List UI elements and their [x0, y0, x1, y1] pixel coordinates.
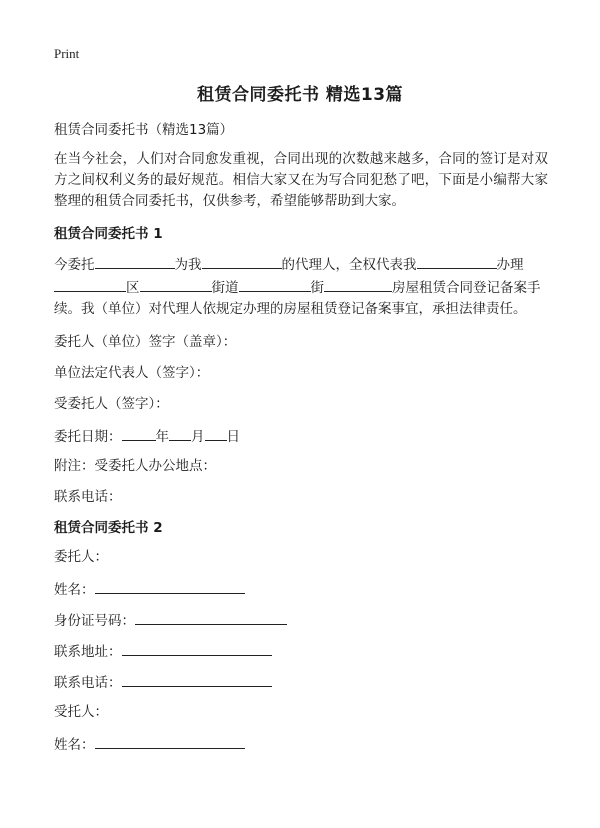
- fill-blank: [417, 253, 497, 269]
- print-link[interactable]: Print: [54, 46, 80, 61]
- fill-blank: [54, 276, 126, 292]
- section-1-heading: 租赁合同委托书 1: [54, 226, 163, 242]
- body-text: 街道: [211, 280, 239, 296]
- address-label: 联系地址：: [54, 644, 122, 660]
- name-blank: [95, 578, 245, 594]
- office-note-line: 附注：受委托人办公地点：: [54, 458, 216, 474]
- address-blank: [122, 640, 272, 656]
- agent-sign-line: 受委托人（签字）：: [54, 396, 169, 412]
- body-text: 房屋租赁合同登记备案手续。我（单位）对代理人依规定办理的房屋租赁登记备案事宜，承担法律责任。: [54, 280, 541, 317]
- principal-line: 委托人：: [54, 549, 108, 565]
- month-label: 月: [191, 429, 205, 445]
- agent-name-label: 姓名：: [54, 737, 95, 753]
- body-text: 为我: [174, 257, 202, 273]
- fill-blank: [95, 253, 175, 269]
- id-number-line: [54, 609, 548, 630]
- address-line: [54, 640, 548, 661]
- id-number-blank: [135, 609, 287, 625]
- legal-rep-line: 单位法定代表人（签字）：: [54, 365, 210, 381]
- intro-paragraph: 在当今社会，人们对合同愈发重视，合同出现的次数越来越多，合同的签订是对双方之间权利义务的最好规范。相信大家又在为写合同犯愁了吧，下面是小编帮大家整理的租赁合同委托书，仅供参考，希望能够帮助到大家。: [54, 151, 548, 209]
- contact-phone-blank: [122, 671, 272, 687]
- principal-sign-line: 委托人（单位）签字（盖章）：: [54, 334, 237, 350]
- section-1-body: [54, 253, 548, 320]
- agent-line: 受托人：: [54, 704, 108, 720]
- date-label: 委托日期：: [54, 429, 122, 445]
- fill-blank: [239, 276, 311, 292]
- document-subtitle: 租赁合同委托书（精选13篇）: [54, 122, 234, 138]
- fill-blank: [324, 276, 392, 292]
- fill-blank: [202, 253, 282, 269]
- agent-name-blank: [95, 733, 245, 749]
- year-blank: [122, 425, 156, 441]
- day-blank: [205, 425, 227, 441]
- month-blank: [169, 425, 191, 441]
- body-text: 今委托: [54, 257, 95, 273]
- agent-name-line: [54, 733, 548, 754]
- phone-line: 联系电话：: [54, 489, 122, 505]
- contact-phone-line: [54, 671, 548, 692]
- body-text: 街: [310, 280, 324, 296]
- body-text: 区: [126, 280, 140, 296]
- year-label: 年: [155, 429, 169, 445]
- id-number-label: 身份证号码：: [54, 613, 135, 629]
- body-text: 办理: [496, 257, 524, 273]
- name-line: [54, 578, 548, 599]
- document-body: [54, 120, 548, 764]
- section-2-heading: 租赁合同委托书 2: [54, 520, 163, 536]
- fill-blank: [140, 276, 212, 292]
- contact-phone-label: 联系电话：: [54, 675, 122, 691]
- document-title: 租赁合同委托书 精选13篇: [196, 85, 404, 105]
- body-text: 的代理人，全权代表我: [281, 257, 417, 273]
- date-line: [54, 425, 548, 446]
- name-label: 姓名：: [54, 582, 95, 598]
- day-label: 日: [226, 429, 240, 445]
